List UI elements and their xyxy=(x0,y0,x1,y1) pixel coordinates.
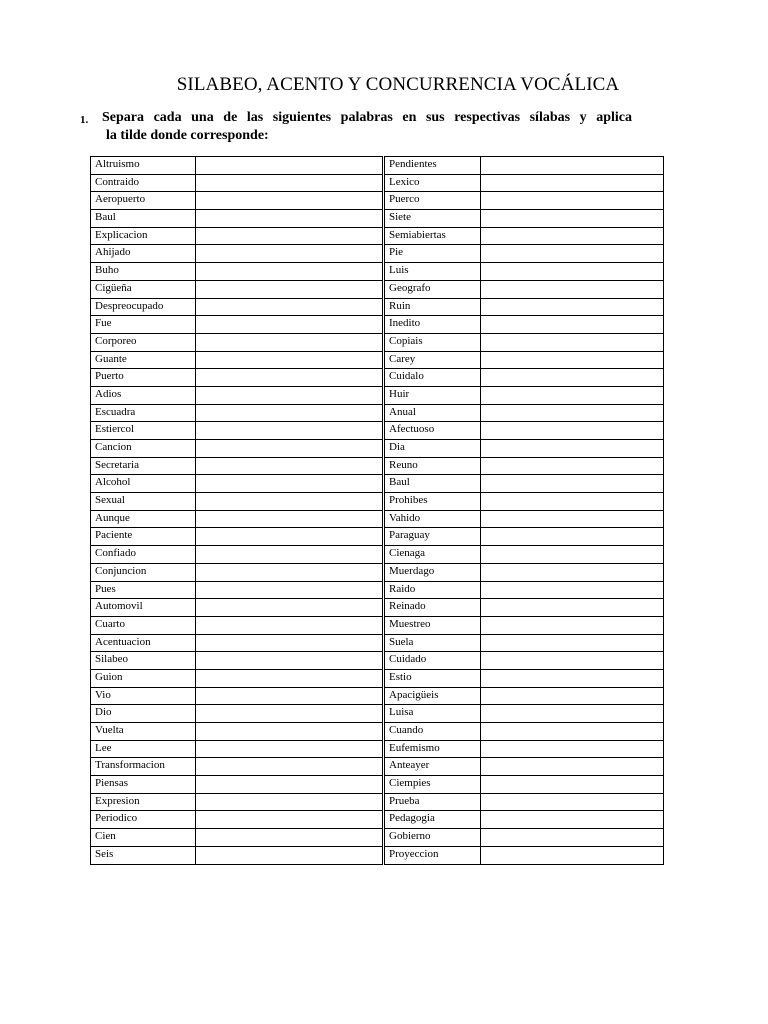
word-right: Reinado xyxy=(384,599,481,617)
answer-cell-right[interactable] xyxy=(481,192,664,210)
word-left: Dio xyxy=(91,705,196,723)
answer-cell-right[interactable] xyxy=(481,669,664,687)
table-row xyxy=(91,616,664,634)
page-title: SILABEO, ACENTO Y CONCURRENCIA VOCÁLICA xyxy=(176,74,620,95)
answer-cell-right[interactable] xyxy=(481,581,664,599)
table-row xyxy=(91,599,664,617)
answer-cell-left[interactable] xyxy=(196,581,384,599)
instruction-line-1: Separa cada una de las siguientes palabras en sus respectivas sílabas y aplica xyxy=(102,110,632,125)
instruction-line-2: la tilde donde corresponde: xyxy=(106,128,269,143)
word-right: Ruin xyxy=(384,298,481,316)
answer-cell-right[interactable] xyxy=(481,280,664,298)
table-row xyxy=(91,740,664,758)
answer-cell-right[interactable] xyxy=(481,705,664,723)
word-left: Seis xyxy=(91,846,196,864)
answer-cell-left[interactable] xyxy=(196,740,384,758)
instruction-number: 1. xyxy=(80,114,89,126)
word-left: Transformacion xyxy=(91,758,196,776)
word-right: Siete xyxy=(384,210,481,228)
word-right: Puerco xyxy=(384,192,481,210)
word-left: Escuadra xyxy=(91,404,196,422)
word-left: Aeropuerto xyxy=(91,192,196,210)
word-left: Lee xyxy=(91,740,196,758)
word-right: Semiabiertas xyxy=(384,227,481,245)
table-row xyxy=(91,776,664,794)
table-row xyxy=(91,263,664,281)
table-row xyxy=(91,563,664,581)
word-left: Estiercol xyxy=(91,422,196,440)
word-right: Baul xyxy=(384,475,481,493)
answer-cell-left[interactable] xyxy=(196,758,384,776)
answer-cell-right[interactable] xyxy=(481,846,664,864)
word-right: Lexico xyxy=(384,174,481,192)
answer-cell-left[interactable] xyxy=(196,493,384,511)
word-left: Corporeo xyxy=(91,333,196,351)
table-row xyxy=(91,811,664,829)
answer-cell-left[interactable] xyxy=(196,793,384,811)
table-row xyxy=(91,846,664,864)
answer-cell-left[interactable] xyxy=(196,440,384,458)
table-row xyxy=(91,227,664,245)
answer-cell-left[interactable] xyxy=(196,846,384,864)
word-right: Proyeccion xyxy=(384,846,481,864)
table-row xyxy=(91,245,664,263)
word-left: Periodico xyxy=(91,811,196,829)
answer-cell-right[interactable] xyxy=(481,157,664,175)
answer-cell-left[interactable] xyxy=(196,723,384,741)
answer-cell-right[interactable] xyxy=(481,546,664,564)
answer-cell-left[interactable] xyxy=(196,245,384,263)
syllable-table xyxy=(90,156,664,865)
answer-cell-right[interactable] xyxy=(481,404,664,422)
word-right: Geografo xyxy=(384,280,481,298)
answer-cell-left[interactable] xyxy=(196,369,384,387)
table-row xyxy=(91,723,664,741)
word-left: Buho xyxy=(91,263,196,281)
answer-cell-right[interactable] xyxy=(481,652,664,670)
word-right: Cuidalo xyxy=(384,369,481,387)
word-right: Pendientes xyxy=(384,157,481,175)
answer-cell-right[interactable] xyxy=(481,528,664,546)
answer-cell-left[interactable] xyxy=(196,829,384,847)
answer-cell-right[interactable] xyxy=(481,510,664,528)
answer-cell-left[interactable] xyxy=(196,263,384,281)
answer-cell-right[interactable] xyxy=(481,599,664,617)
word-left: Paciente xyxy=(91,528,196,546)
word-left: Fue xyxy=(91,316,196,334)
table-row xyxy=(91,404,664,422)
word-right: Cuando xyxy=(384,723,481,741)
word-right: Raido xyxy=(384,581,481,599)
answer-cell-left[interactable] xyxy=(196,404,384,422)
table-row xyxy=(91,369,664,387)
table-row xyxy=(91,510,664,528)
word-right: Carey xyxy=(384,351,481,369)
word-right: Pie xyxy=(384,245,481,263)
word-left: Secretaria xyxy=(91,457,196,475)
answer-cell-right[interactable] xyxy=(481,563,664,581)
answer-cell-right[interactable] xyxy=(481,227,664,245)
answer-cell-left[interactable] xyxy=(196,652,384,670)
answer-cell-left[interactable] xyxy=(196,705,384,723)
word-right: Cuidado xyxy=(384,652,481,670)
answer-cell-left[interactable] xyxy=(196,422,384,440)
answer-cell-right[interactable] xyxy=(481,793,664,811)
word-left: Pues xyxy=(91,581,196,599)
table-row xyxy=(91,581,664,599)
answer-cell-left[interactable] xyxy=(196,563,384,581)
word-right: Dia xyxy=(384,440,481,458)
table-row xyxy=(91,705,664,723)
word-left: Silabeo xyxy=(91,652,196,670)
word-right: Muerdago xyxy=(384,563,481,581)
table-row xyxy=(91,174,664,192)
word-right: Prueba xyxy=(384,793,481,811)
table-row xyxy=(91,333,664,351)
answer-cell-right[interactable] xyxy=(481,245,664,263)
word-left: Cien xyxy=(91,829,196,847)
word-left: Cancion xyxy=(91,440,196,458)
answer-cell-right[interactable] xyxy=(481,493,664,511)
answer-cell-left[interactable] xyxy=(196,316,384,334)
word-left: Puerto xyxy=(91,369,196,387)
answer-cell-right[interactable] xyxy=(481,829,664,847)
word-left: Expresion xyxy=(91,793,196,811)
table-row xyxy=(91,298,664,316)
word-right: Luis xyxy=(384,263,481,281)
table-row xyxy=(91,634,664,652)
answer-cell-left[interactable] xyxy=(196,192,384,210)
answer-cell-left[interactable] xyxy=(196,475,384,493)
answer-cell-right[interactable] xyxy=(481,333,664,351)
answer-cell-left[interactable] xyxy=(196,298,384,316)
word-right: Muestreo xyxy=(384,616,481,634)
table-row xyxy=(91,546,664,564)
word-left: Ahijado xyxy=(91,245,196,263)
answer-cell-right[interactable] xyxy=(481,422,664,440)
answer-cell-right[interactable] xyxy=(481,740,664,758)
table-row xyxy=(91,280,664,298)
answer-cell-right[interactable] xyxy=(481,316,664,334)
word-left: Sexual xyxy=(91,493,196,511)
word-left: Vuelta xyxy=(91,723,196,741)
table-row xyxy=(91,669,664,687)
word-left: Conjuncion xyxy=(91,563,196,581)
answer-cell-right[interactable] xyxy=(481,351,664,369)
answer-cell-left[interactable] xyxy=(196,510,384,528)
word-left: Automovil xyxy=(91,599,196,617)
word-left: Aunque xyxy=(91,510,196,528)
table-row xyxy=(91,493,664,511)
answer-cell-left[interactable] xyxy=(196,528,384,546)
answer-cell-right[interactable] xyxy=(481,210,664,228)
answer-cell-right[interactable] xyxy=(481,723,664,741)
answer-cell-right[interactable] xyxy=(481,457,664,475)
answer-cell-right[interactable] xyxy=(481,369,664,387)
word-left: Guion xyxy=(91,669,196,687)
word-right: Luisa xyxy=(384,705,481,723)
word-right: Anual xyxy=(384,404,481,422)
answer-cell-right[interactable] xyxy=(481,687,664,705)
word-right: Ciempies xyxy=(384,776,481,794)
word-left: Guante xyxy=(91,351,196,369)
answer-cell-left[interactable] xyxy=(196,687,384,705)
word-left: Vio xyxy=(91,687,196,705)
table-row xyxy=(91,157,664,175)
word-left: Acentuacion xyxy=(91,634,196,652)
answer-cell-right[interactable] xyxy=(481,811,664,829)
word-right: Suela xyxy=(384,634,481,652)
table-row xyxy=(91,829,664,847)
table-row xyxy=(91,475,664,493)
table-row xyxy=(91,192,664,210)
word-left: Despreocupado xyxy=(91,298,196,316)
word-right: Huir xyxy=(384,386,481,404)
answer-cell-right[interactable] xyxy=(481,298,664,316)
answer-cell-right[interactable] xyxy=(481,634,664,652)
word-left: Baul xyxy=(91,210,196,228)
word-right: Afectuoso xyxy=(384,422,481,440)
answer-cell-left[interactable] xyxy=(196,811,384,829)
answer-cell-left[interactable] xyxy=(196,599,384,617)
word-left: Contraido xyxy=(91,174,196,192)
word-right: Eufemismo xyxy=(384,740,481,758)
answer-cell-left[interactable] xyxy=(196,669,384,687)
word-right: Prohibes xyxy=(384,493,481,511)
table-row xyxy=(91,687,664,705)
word-right: Reuno xyxy=(384,457,481,475)
answer-cell-left[interactable] xyxy=(196,776,384,794)
table-row xyxy=(91,210,664,228)
table-row xyxy=(91,316,664,334)
answer-cell-left[interactable] xyxy=(196,157,384,175)
answer-cell-right[interactable] xyxy=(481,386,664,404)
word-left: Alcohol xyxy=(91,475,196,493)
word-left: Altruismo xyxy=(91,157,196,175)
word-right: Copiais xyxy=(384,333,481,351)
answer-cell-left[interactable] xyxy=(196,280,384,298)
table-row xyxy=(91,652,664,670)
table-row xyxy=(91,758,664,776)
word-right: Gobierno xyxy=(384,829,481,847)
answer-cell-right[interactable] xyxy=(481,758,664,776)
answer-cell-left[interactable] xyxy=(196,616,384,634)
table-row xyxy=(91,528,664,546)
answer-cell-left[interactable] xyxy=(196,634,384,652)
answer-cell-right[interactable] xyxy=(481,263,664,281)
word-right: Inedito xyxy=(384,316,481,334)
answer-cell-right[interactable] xyxy=(481,616,664,634)
word-left: Adios xyxy=(91,386,196,404)
answer-cell-left[interactable] xyxy=(196,386,384,404)
answer-cell-left[interactable] xyxy=(196,546,384,564)
word-left: Cuarto xyxy=(91,616,196,634)
answer-cell-right[interactable] xyxy=(481,475,664,493)
word-left: Piensas xyxy=(91,776,196,794)
answer-cell-left[interactable] xyxy=(196,210,384,228)
table-row xyxy=(91,386,664,404)
table-row xyxy=(91,440,664,458)
answer-cell-left[interactable] xyxy=(196,333,384,351)
table-row xyxy=(91,422,664,440)
answer-cell-right[interactable] xyxy=(481,776,664,794)
word-right: Pedagogia xyxy=(384,811,481,829)
word-right: Apacigüeis xyxy=(384,687,481,705)
table-row xyxy=(91,457,664,475)
word-right: Vahido xyxy=(384,510,481,528)
word-left: Confiado xyxy=(91,546,196,564)
word-left: Explicacion xyxy=(91,227,196,245)
answer-cell-right[interactable] xyxy=(481,174,664,192)
word-right: Cienaga xyxy=(384,546,481,564)
answer-cell-left[interactable] xyxy=(196,174,384,192)
table-row xyxy=(91,351,664,369)
answer-cell-left[interactable] xyxy=(196,227,384,245)
table-row xyxy=(91,793,664,811)
answer-cell-left[interactable] xyxy=(196,351,384,369)
answer-cell-right[interactable] xyxy=(481,440,664,458)
word-right: Estio xyxy=(384,669,481,687)
word-right: Paraguay xyxy=(384,528,481,546)
word-right: Anteayer xyxy=(384,758,481,776)
answer-cell-left[interactable] xyxy=(196,457,384,475)
word-left: Cigüeña xyxy=(91,280,196,298)
